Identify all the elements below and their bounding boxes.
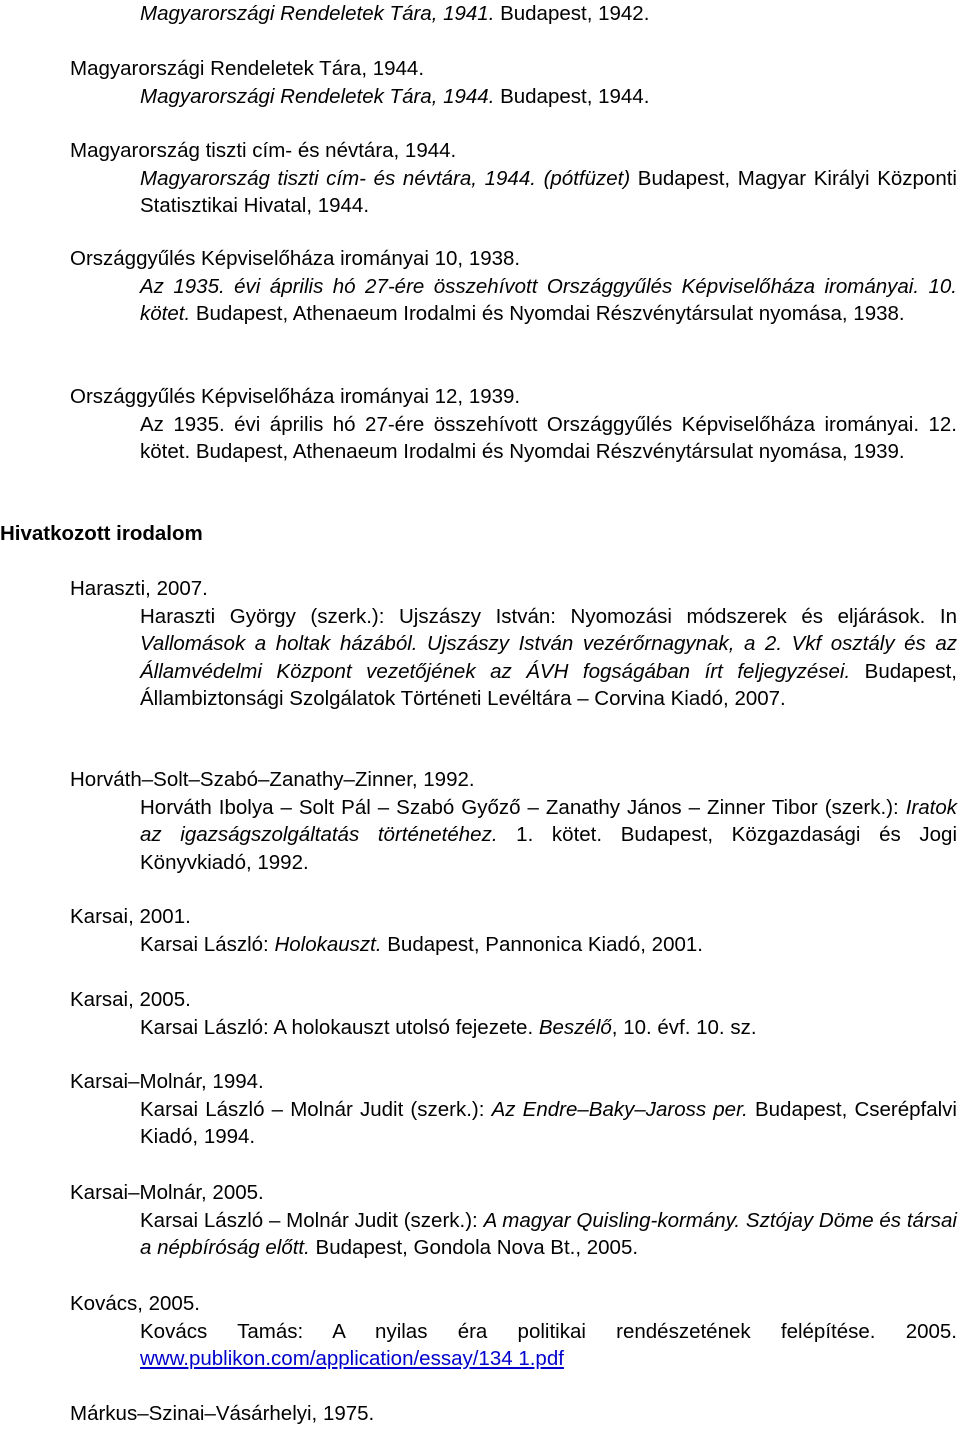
reference-link[interactable]: www.publikon.com/application/essay/134 1.pdf xyxy=(140,1347,564,1370)
reference-title: (pótfüzet) xyxy=(535,166,631,190)
reference-text: Budapest, Gondola Nova Bt., 2005. xyxy=(309,1236,639,1259)
entry-citation-key: Haraszti, 2007. xyxy=(70,577,208,600)
bibliography-entry xyxy=(70,245,957,328)
entry-citation-key: Országgyűlés Képviselőháza irományai 12, 1939. xyxy=(70,385,521,408)
reference-text: Budapest, 1942. xyxy=(494,2,650,25)
reference-title: Vallomások a holtak házából. Ujszászy István vezérőrnagynak, a 2. Vkf osztály és az Államvédelmi Központ vezetőjének az ÁVH fogságában írt feljegyzései. xyxy=(140,632,957,683)
entry-reference xyxy=(140,1207,957,1262)
bibliography-entry xyxy=(70,1179,957,1262)
bibliography-entry xyxy=(70,137,957,220)
reference-title: Iratok az igazságszolgáltatás történetéhez. xyxy=(140,795,957,846)
entry-citation-key: Kovács, 2005. xyxy=(70,1292,200,1315)
reference-text: Karsai László – Molnár Judit (szerk.): xyxy=(140,1208,484,1232)
bibliography-entry xyxy=(70,903,957,958)
entry-reference xyxy=(140,165,957,220)
bibliography-entry xyxy=(70,1400,957,1428)
reference-title: A magyar Quisling-kormány. Sztójay Döme és társai a népbíróság előtt. xyxy=(140,1208,957,1259)
bibliography-entry xyxy=(70,383,957,466)
reference-text: Karsai László: A holokauszt utolsó fejezete. xyxy=(140,1015,539,1039)
bibliography-entry xyxy=(70,55,957,110)
entry-reference xyxy=(140,1318,957,1373)
reference-title: Beszélő xyxy=(538,1015,612,1039)
entry-citation-key: Karsai–Molnár, 2005. xyxy=(70,1181,264,1204)
reference-text: Horváth Ibolya – Solt Pál – Szabó Győző – Zanathy János – Zinner Tibor (szerk.): xyxy=(140,795,906,819)
entry-citation-key: Karsai, 2001. xyxy=(70,905,191,928)
reference-title: Az 1935. évi április hó 27-ére összehívott Országgyűlés Képviselőháza irományai. 10. kötet. xyxy=(140,274,957,325)
reference-text: Budapest, Athenaeum Irodalmi és Nyomdai Részvénytársulat nyomása, 1939. xyxy=(190,440,905,463)
entry-reference xyxy=(140,83,957,111)
entry-citation-key: Márkus–Szinai–Vásárhelyi, 1975. xyxy=(70,1402,375,1425)
reference-title: Holokauszt. xyxy=(274,932,382,956)
entry-citation-key: Országgyűlés Képviselőháza irományai 10, 1938. xyxy=(70,247,521,270)
bibliography-entry xyxy=(70,575,957,713)
reference-text: Budapest, Állambiztonsági Szolgálatok Történeti Levéltára – Corvina Kiadó, 2007. xyxy=(140,659,957,710)
reference-title: Magyarország tiszti cím- és névtára, 1944. xyxy=(140,166,536,190)
bibliography-entry xyxy=(70,766,957,876)
section-heading: Hivatkozott irodalom xyxy=(0,522,203,545)
reference-text: Budapest, Pannonica Kiadó, 2001. xyxy=(381,932,703,956)
entry-reference xyxy=(140,603,957,713)
bibliography-entry xyxy=(70,1290,957,1373)
entry-citation-key: Horváth–Solt–Szabó–Zanathy–Zinner, 1992. xyxy=(70,768,475,791)
entry-reference xyxy=(140,794,957,877)
bibliography-entry xyxy=(70,1068,957,1151)
reference-text: 12. kötet. xyxy=(140,412,957,463)
reference-title: Az Endre–Baky–Jaross per. xyxy=(491,1097,748,1121)
reference-title: Magyarországi Rendeletek Tára, 1944. xyxy=(140,84,495,108)
entry-reference xyxy=(140,931,957,959)
reference-text: Budapest, Athenaeum Irodalmi és Nyomdai Részvénytársulat nyomása, 1938. xyxy=(190,302,905,325)
reference-text: Karsai László – Molnár Judit (szerk.): xyxy=(140,1097,492,1121)
reference-text: Haraszti György (szerk.): Ujszászy István: Nyomozási módszerek és eljárások. In xyxy=(140,604,957,628)
reference-text: Budapest, Magyar Királyi Központi Statisztikai Hivatal, 1944. xyxy=(140,166,957,217)
reference-title: Magyarországi Rendeletek Tára, 1941. xyxy=(140,2,495,25)
reference-text: Budapest, 1944. xyxy=(494,84,650,108)
reference-text: 1. kötet. Budapest, Közgazdasági és Jogi Könyvkiadó, 1992. xyxy=(140,823,957,874)
entry-citation-key: Magyarország tiszti cím- és névtára, 1944. xyxy=(70,139,457,162)
reference-text: Karsai László: xyxy=(140,932,275,956)
bibliography-entry xyxy=(70,986,957,1041)
reference-text: Az 1935. évi április hó 27-ére összehívott Országgyűlés Képviselőháza irományai. xyxy=(140,412,920,436)
entry-reference xyxy=(140,411,957,466)
entry-reference xyxy=(140,1014,957,1042)
bibliography-entry xyxy=(70,0,957,28)
entry-citation-key: Karsai–Molnár, 1994. xyxy=(70,1070,264,1093)
reference-text: Kovács Tamás: A nyilas éra politikai rendészetének felépítése. 2005. xyxy=(140,1319,957,1343)
entry-citation-key: Magyarországi Rendeletek Tára, 1944. xyxy=(70,57,425,80)
entry-reference xyxy=(140,1096,957,1151)
reference-text: , 10. évf. 10. sz. xyxy=(611,1015,757,1039)
reference-text: Budapest, Cserépfalvi Kiadó, 1994. xyxy=(140,1097,957,1148)
entry-reference xyxy=(140,273,957,328)
entry-citation-key: Karsai, 2005. xyxy=(70,988,191,1011)
entry-reference xyxy=(140,0,957,28)
